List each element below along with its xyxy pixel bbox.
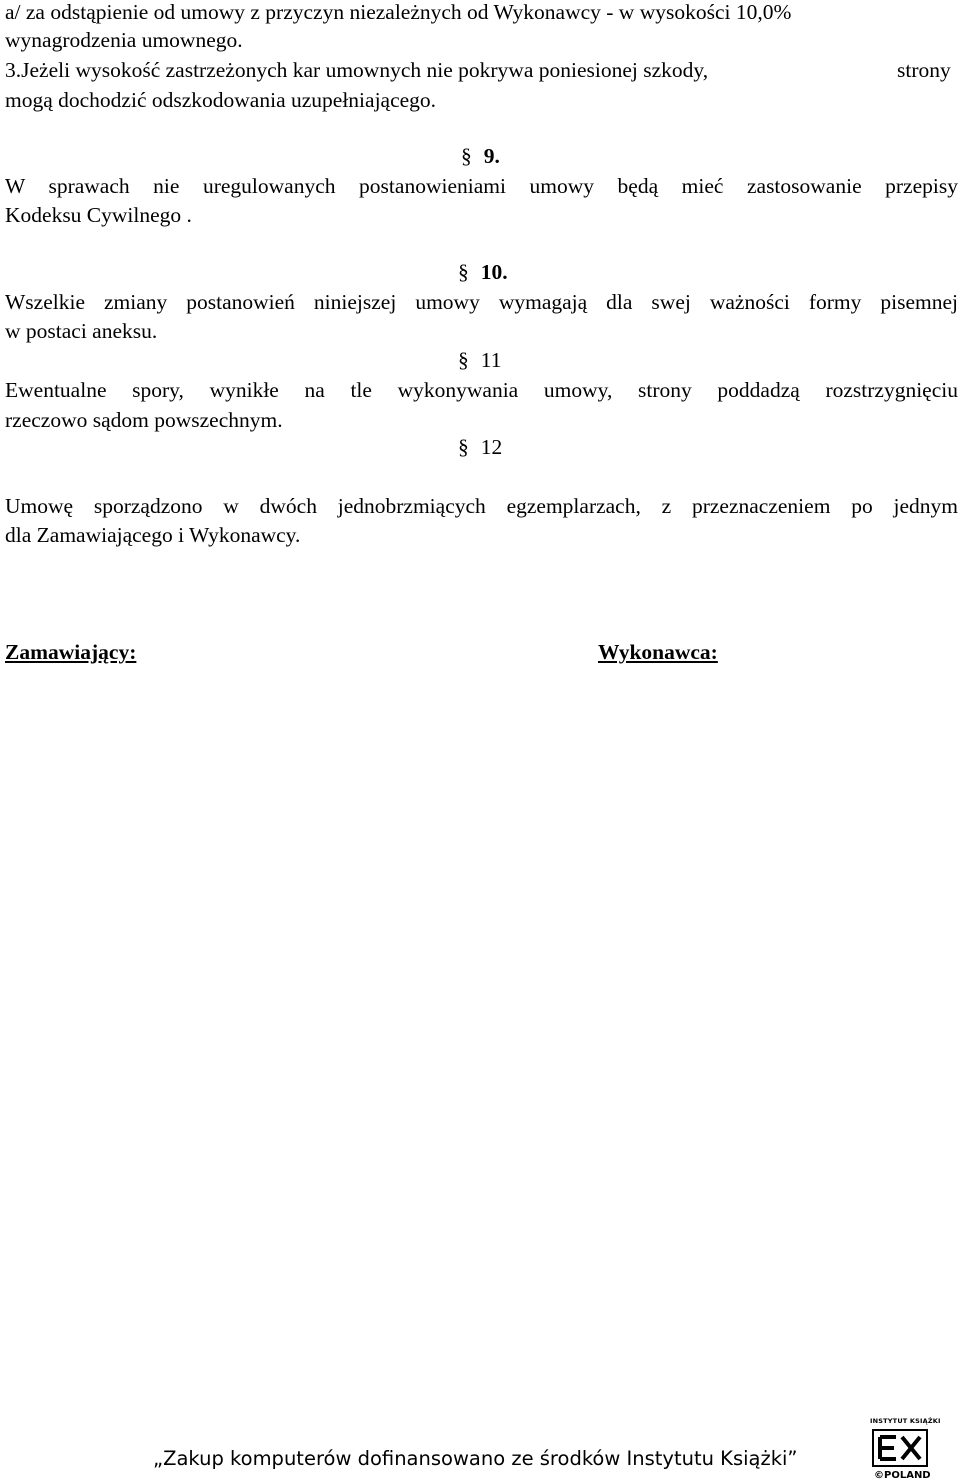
paragraph-symbol: § — [458, 260, 469, 284]
text-line-penalty-a-cont: wynagrodzenia umownego. — [5, 28, 243, 52]
text-line-damages-cont: mogą dochodzić odszkodowania uzupełniającego. — [5, 88, 437, 112]
section-number: 12 — [480, 435, 503, 459]
section-12-line-1: Umowę sporządzono w dwóch jednobrzmiących egzemplarzach, z przeznaczeniem po jednym — [5, 494, 958, 518]
section-number: 9. — [483, 144, 500, 168]
section-12-line-2-text: dla Zamawiającego i Wykonawcy. — [5, 523, 301, 547]
institute-logo — [868, 1417, 941, 1483]
logo-top-text: INSTYTUT KSIĄŻKI — [870, 1417, 941, 1425]
book-institute-icon — [872, 1429, 928, 1467]
paragraph-symbol: § — [461, 144, 472, 168]
logo-bottom-text: ©POLAND — [874, 1470, 931, 1481]
section-10-line-1: Wszelkie zmiany postanowień niniejszej umowy wymagają dla swej ważności formy pisemnej — [5, 290, 958, 314]
section-10-line-2: w postaci aneksu. — [5, 319, 158, 343]
section-heading-11 — [458, 348, 501, 373]
footer-note: „Zakup komputerów dofinansowano ze środków Instytutu Książki” — [153, 1447, 798, 1470]
text-line-damages: 3.Jeżeli wysokość zastrzeżonych kar umownych nie pokrywa poniesionej szkody, — [5, 58, 709, 82]
section-11-line-1: Ewentualne spory, wynikłe na tle wykonywania umowy, strony poddadzą rozstrzygnięciu — [5, 378, 958, 402]
section-heading-10 — [458, 260, 508, 285]
section-number: 11 — [480, 348, 502, 372]
section-number: 10. — [480, 260, 508, 284]
section-heading-9 — [461, 144, 500, 169]
signature-label-client: Zamawiający: — [5, 640, 137, 664]
paragraph-symbol: § — [458, 435, 469, 459]
signature-label-contractor: Wykonawca: — [598, 640, 718, 664]
section-9-line-1: W sprawach nie uregulowanych postanowieniami umowy będą mieć zastosowanie przepisy — [5, 174, 958, 198]
text-line-penalty-a: a/ za odstąpienie od umowy z przyczyn niezależnych od Wykonawcy - w wysokości 10,0% — [5, 0, 792, 24]
section-12-line-2 — [5, 523, 300, 548]
paragraph-symbol: § — [458, 348, 469, 372]
section-heading-12 — [458, 435, 502, 460]
section-9-line-2: Kodeksu Cywilnego . — [5, 203, 192, 227]
text-line-damages-end: strony — [897, 58, 951, 82]
section-11-line-2: rzeczowo sądom powszechnym. — [5, 408, 283, 432]
